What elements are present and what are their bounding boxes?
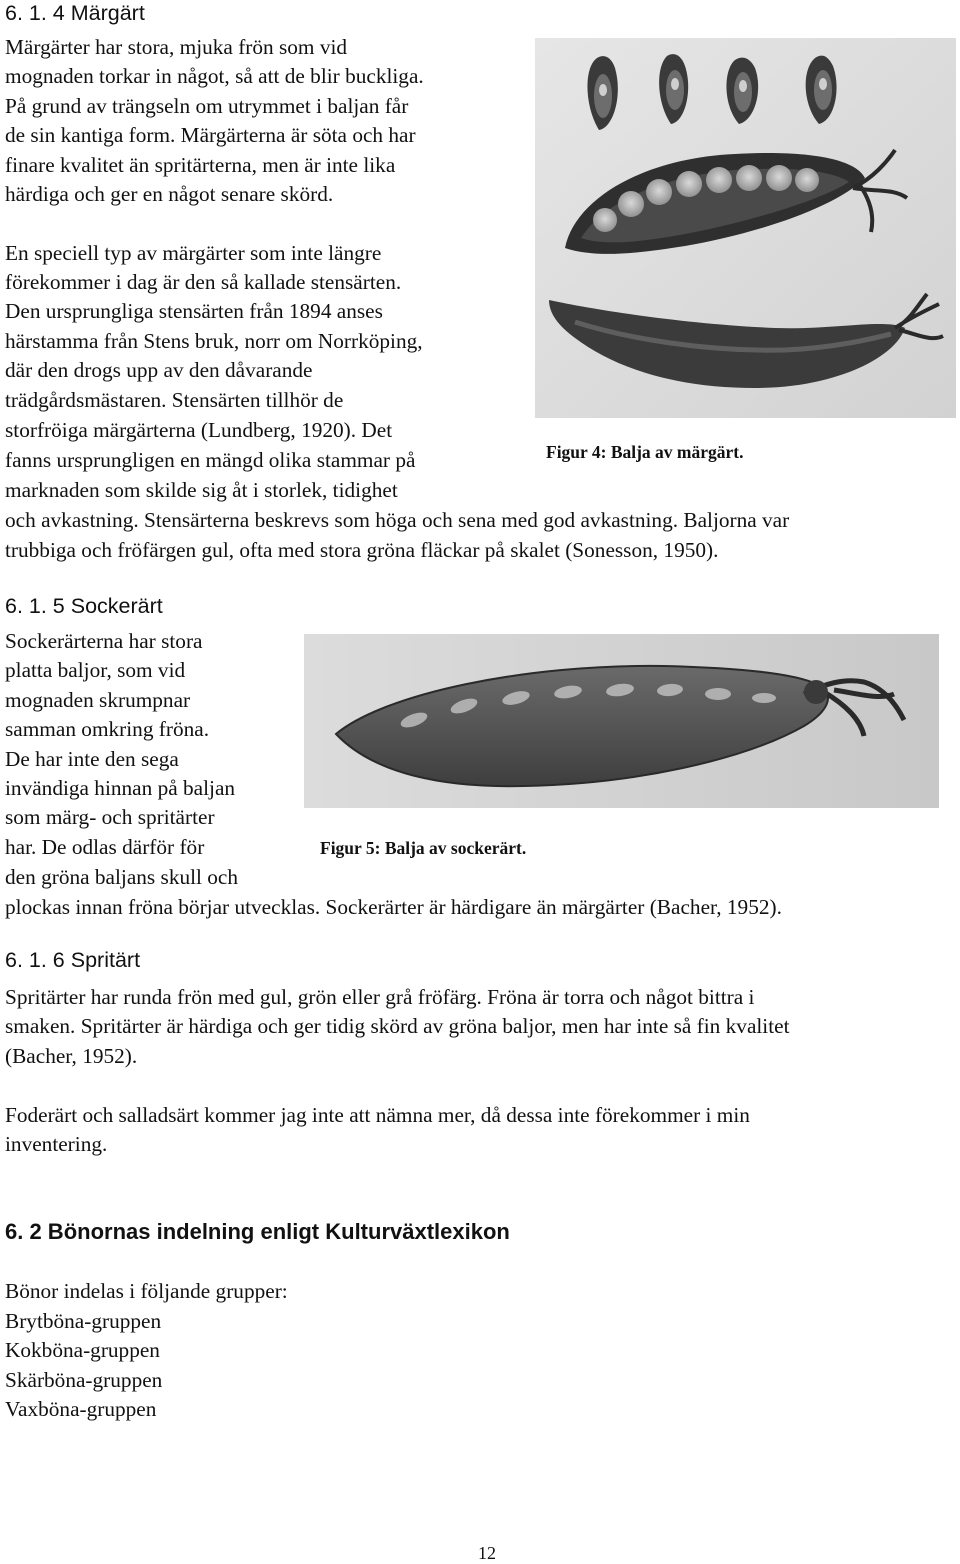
paragraph-line: plockas innan fröna börjar utvecklas. Sockerärter är härdigare än märgärter (Bacher, 1952). — [5, 895, 782, 919]
paragraph-line: Bönor indelas i följande grupper: — [5, 1279, 288, 1303]
paragraph-line: den gröna baljans skull och — [5, 865, 239, 889]
figure-caption: Figur 4: Balja av märgärt. — [546, 442, 744, 462]
list-item: Kokböna-gruppen — [5, 1338, 160, 1362]
figure-sockerart-pod — [304, 634, 939, 808]
figure-margart-pods — [535, 38, 956, 418]
paragraph-line: finare kvalitet än spritärterna, men är inte lika — [5, 153, 396, 177]
list-item: Vaxböna-gruppen — [5, 1397, 157, 1421]
paragraph-line: Den ursprungliga stensärten från 1894 anses — [5, 299, 383, 323]
paragraph-line: mognaden skrumpnar — [5, 688, 191, 712]
paragraph-line: härstamma från Stens bruk, norr om Norrköping, — [5, 329, 423, 353]
paragraph-line: storfröiga märgärterna (Lundberg, 1920). Det — [5, 418, 393, 442]
paragraph-line: Spritärter har runda frön med gul, grön eller grå fröfärg. Fröna är torra och något bittra i — [5, 985, 755, 1009]
paragraph-line: (Bacher, 1952). — [5, 1044, 138, 1068]
paragraph-line: smaken. Spritärter är härdiga och ger tidig skörd av gröna baljor, men har inte så fin kvalitet — [5, 1014, 790, 1038]
paragraph-line: där den drogs upp av den dåvarande — [5, 358, 313, 382]
paragraph-line: fanns ursprungligen en mängd olika stammar på — [5, 448, 416, 472]
paragraph-line: Sockerärterna har stora — [5, 629, 203, 653]
paragraph-line: Märgärter har stora, mjuka frön som vid — [5, 35, 348, 59]
paragraph-line: och avkastning. Stensärterna beskrevs som höga och sena med god avkastning. Baljorna var — [5, 508, 790, 532]
section-heading-spritart: 6. 1. 6 Spritärt — [5, 948, 141, 972]
paragraph-line: En speciell typ av märgärter som inte längre — [5, 241, 382, 265]
section-heading-sockerart: 6. 1. 5 Sockerärt — [5, 594, 163, 618]
paragraph-line: förekommer i dag är den så kallade stensärten. — [5, 270, 402, 294]
page-number: 12 — [478, 1543, 496, 1563]
paragraph-line: marknaden som skilde sig åt i storlek, tidighet — [5, 478, 398, 502]
paragraph-line: härdiga och ger en något senare skörd. — [5, 182, 334, 206]
paragraph-line: har. De odlas därför för — [5, 835, 205, 859]
paragraph-line: Foderärt och salladsärt kommer jag inte att nämna mer, då dessa inte förekommer i min — [5, 1103, 750, 1127]
paragraph-line: som märg- och spritärter — [5, 805, 215, 829]
figure-caption: Figur 5: Balja av sockerärt. — [320, 838, 527, 858]
paragraph-line: mognaden torkar in något, så att de blir buckliga. — [5, 64, 424, 88]
paragraph-line: De har inte den sega — [5, 747, 179, 771]
list-item: Brytböna-gruppen — [5, 1309, 162, 1333]
section-heading-margart: 6. 1. 4 Märgärt — [5, 1, 145, 25]
section-heading-bonor: 6. 2 Bönornas indelning enligt Kulturväxtlexikon — [5, 1219, 510, 1244]
paragraph-line: inventering. — [5, 1132, 108, 1156]
paragraph-line: invändiga hinnan på baljan — [5, 776, 236, 800]
paragraph-line: platta baljor, som vid — [5, 658, 186, 682]
paragraph-line: samman omkring fröna. — [5, 717, 210, 741]
paragraph-line: trädgårdsmästaren. Stensärten tillhör de — [5, 388, 344, 412]
list-item: Skärböna-gruppen — [5, 1368, 163, 1392]
paragraph-line: På grund av trängseln om utrymmet i baljan får — [5, 94, 409, 118]
paragraph-line: de sin kantiga form. Märgärterna är söta och har — [5, 123, 416, 147]
paragraph-line: trubbiga och fröfärgen gul, ofta med stora gröna fläckar på skalet (Sonesson, 1950). — [5, 538, 719, 562]
